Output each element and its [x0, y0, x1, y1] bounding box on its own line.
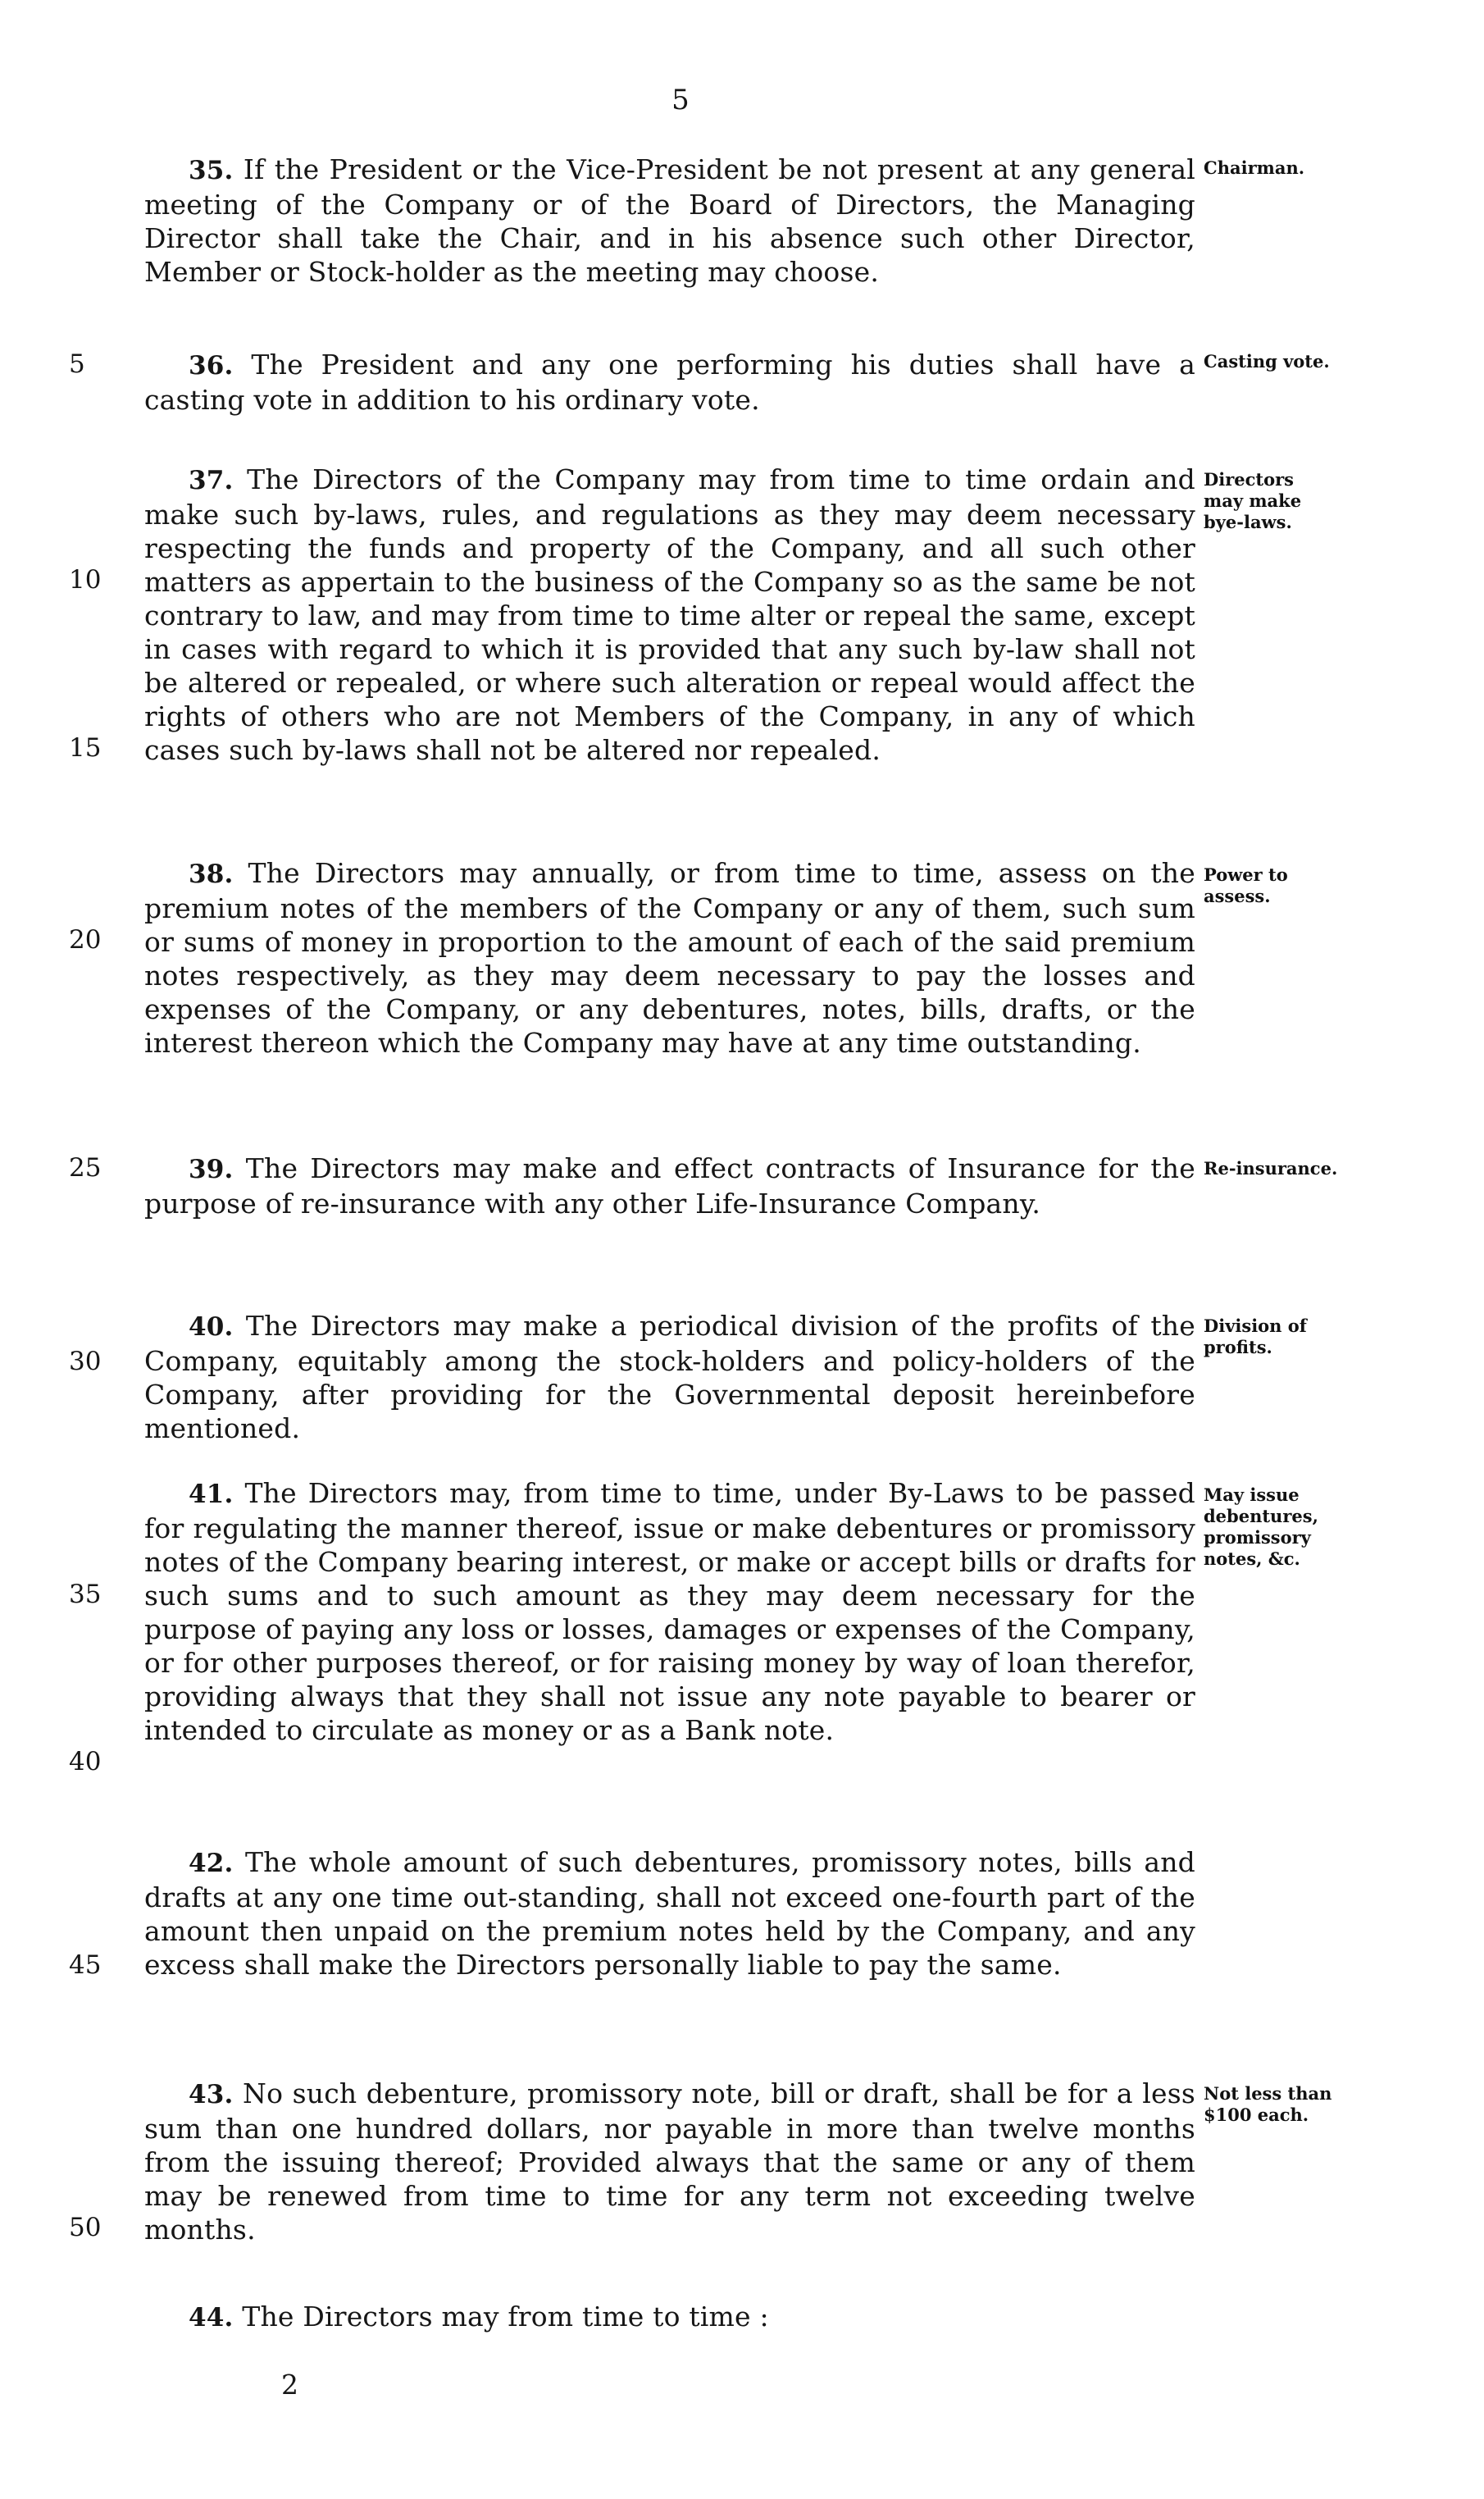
section-41 [144, 1476, 1195, 1747]
section-text: The Directors may make and effect contracts of Insurance for the purpose of re-insurance with any other Life-Insurance Company. [144, 1152, 1195, 1220]
line-number-10: 10 [69, 565, 102, 595]
line-number-15: 15 [69, 733, 102, 763]
section-number: 35. [189, 156, 234, 185]
section-number: 41. [189, 1480, 234, 1509]
section-paragraph [144, 153, 1195, 289]
margin-note-casting-vote: Casting vote. [1204, 351, 1330, 372]
section-paragraph [144, 856, 1195, 1060]
margin-note-division-of-profits: Division of profits. [1204, 1316, 1307, 1357]
margin-note-debentures: May issue debentures, promissory notes, &c. [1204, 1484, 1318, 1569]
section-text: If the President or the Vice-President be not present at any general meeting of the Company or of the Board of Directors, the Managing Director shall take the Chair, and in his absence such other Director, Member or Stock-holder as the meeting may choose. [144, 153, 1195, 288]
section-39 [144, 1151, 1195, 1220]
line-number-20: 20 [69, 925, 102, 955]
section-paragraph [144, 348, 1195, 417]
margin-note-chairman: Chairman. [1204, 157, 1305, 178]
line-number-40: 40 [69, 1747, 102, 1776]
section-paragraph [144, 1476, 1195, 1747]
line-number-35: 35 [69, 1580, 102, 1609]
section-paragraph [144, 463, 1195, 767]
margin-note-re-insurance: Re-insurance. [1204, 1158, 1338, 1179]
section-38 [144, 856, 1195, 1060]
section-number: 42. [189, 1849, 234, 1878]
section-text: The President and any one performing his duties shall have a casting vote in addition to his ordinary vote. [144, 349, 1195, 416]
margin-note-not-less-than: Not less than $100 each. [1204, 2083, 1332, 2125]
section-35 [144, 153, 1195, 289]
section-number: 43. [189, 2080, 234, 2109]
line-number-5: 5 [69, 349, 85, 379]
line-number-50: 50 [69, 2213, 102, 2242]
section-43 [144, 2077, 1195, 2246]
section-paragraph [144, 2300, 1195, 2335]
section-text: The Directors may, from time to time, under By-Laws to be passed for regulating the manner thereof, issue or make debentures or promissory notes of the Company bearing interest, or make or accept bills or drafts for such sums and to such amount as they may deem necessary for the purpose of paying any loss or losses, damages or expenses of the Company, or for other purposes thereof, or for raising money by way of loan therefor, providing always that they shall not issue any note payable to bearer or intended to circulate as money or as a Bank note. [144, 1477, 1195, 1746]
section-paragraph [144, 1309, 1195, 1445]
section-paragraph [144, 2077, 1195, 2246]
section-text: The whole amount of such debentures, promissory notes, bills and drafts at any one time out-standing, shall not exceed one-fourth part of the amount then unpaid on the premium notes held by the Company, and any excess shall make the Directors personally liable to pay the same. [144, 1846, 1195, 1981]
section-number: 39. [189, 1155, 234, 1184]
section-44 [144, 2300, 1195, 2335]
section-text: The Directors may make a periodical division of the profits of the Company, equitably among the stock-holders and policy-holders of the Company, after providing for the Governmental deposit hereinbefore mentioned. [144, 1310, 1195, 1444]
section-text: The Directors of the Company may from time to time ordain and make such by-laws, rules, and regulations as they may deem necessary respecting the funds and property of the Company, and all such other matters as appertain to the business of the Company so as the same be not contrary to law, and may from time to time alter or repeal the same, except in cases with regard to which it is provided that any such by-law shall not be altered or repealed, or where such alteration or repeal would affect the rights of others who are not Members of the Company, in any of which cases such by-laws shall not be altered nor repealed. [144, 463, 1195, 766]
footer-signature-mark: 2 [281, 2369, 298, 2401]
margin-note-bye-laws: Directors may make bye-laws. [1204, 469, 1302, 532]
line-number-45: 45 [69, 1950, 102, 1980]
page-number: 5 [671, 84, 690, 116]
section-number: 36. [189, 351, 234, 381]
section-text: No such debenture, promissory note, bill or draft, shall be for a less sum than one hundred dollars, nor payable in more than twelve months from the issuing thereof; Provided always that the same or any of them may be renewed from time to time for any term not exceeding twelve months. [144, 2077, 1195, 2246]
margin-note-power-to-assess: Power to assess. [1204, 864, 1288, 906]
section-42 [144, 1845, 1195, 1981]
section-40 [144, 1309, 1195, 1445]
section-number: 38. [189, 860, 234, 889]
section-37 [144, 463, 1195, 767]
line-number-30: 30 [69, 1347, 102, 1376]
section-paragraph [144, 1845, 1195, 1981]
section-number: 37. [189, 466, 234, 495]
section-text: The Directors may from time to time : [233, 2301, 769, 2333]
section-paragraph [144, 1151, 1195, 1220]
line-number-25: 25 [69, 1153, 102, 1183]
section-number: 40. [189, 1312, 234, 1342]
section-number: 44. [189, 2303, 234, 2333]
section-text: The Directors may annually, or from time to time, assess on the premium notes of the members of the Company or any of them, such sum or sums of money in proportion to the amount of each of the said premium notes respectively, as they may deem necessary to pay the losses and expenses of the Company, or any debentures, notes, bills, drafts, or the interest thereon which the Company may have at any time outstanding. [144, 857, 1195, 1059]
section-36 [144, 348, 1195, 417]
